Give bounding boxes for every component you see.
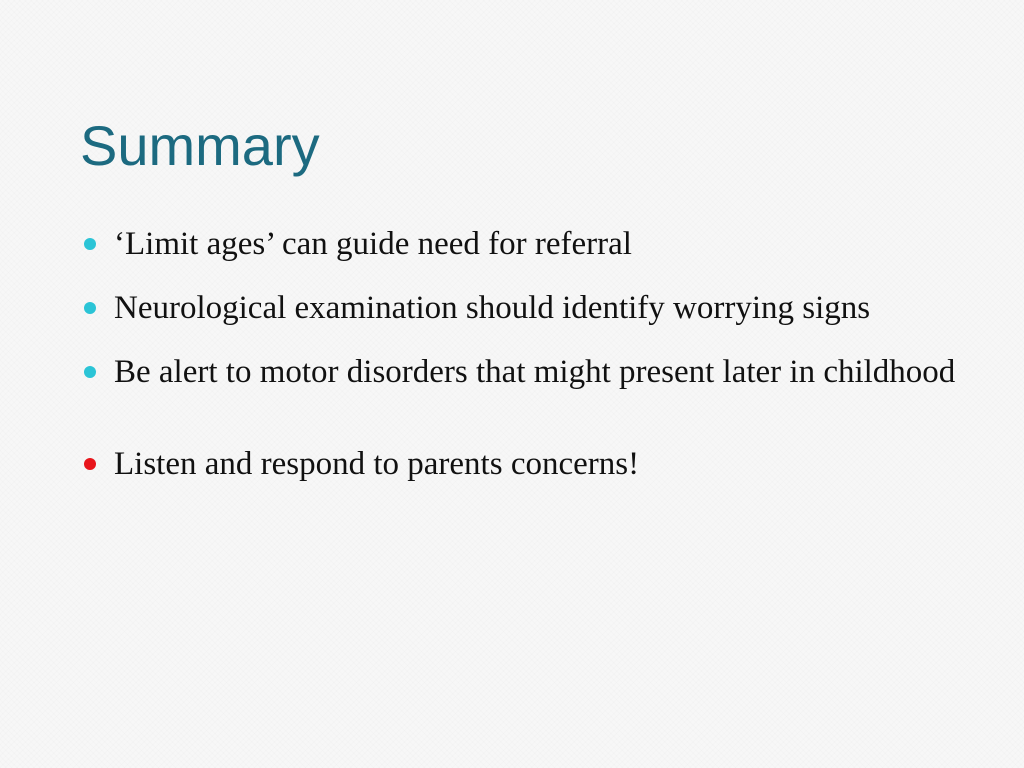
bullet-item-motor-disorders [80,352,980,392]
bullet-text: Neurological examination should identify worrying signs [114,290,871,326]
bullet-item-neurological-exam [80,288,980,328]
bullet-dot-icon [84,302,96,314]
bullet-text: Be alert to motor disorders that might present later in childhood [114,354,956,390]
bullet-list [80,224,980,508]
bullet-item-limit-ages [80,224,980,264]
bullet-dot-icon [84,238,96,250]
bullet-text: ‘Limit ages’ can guide need for referral [114,226,632,262]
slide-title: Summary [80,114,320,177]
bullet-dot-icon [84,366,96,378]
bullet-dot-icon [84,458,96,470]
bullet-text: Listen and respond to parents concerns! [114,446,640,482]
bullet-item-parents-concerns [80,444,980,484]
